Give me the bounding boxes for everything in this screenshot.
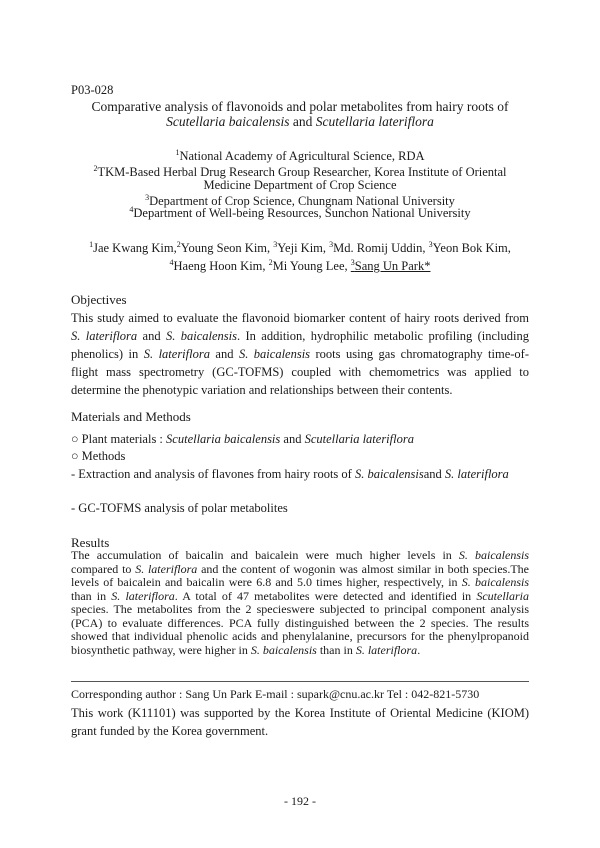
page-number: - 192 - <box>284 794 316 808</box>
results-heading: Results <box>71 535 110 550</box>
paper-title <box>60 99 540 129</box>
corresponding-info: Corresponding author : Sang Un Park E-mail : supark@cnu.ac.kr Tel : 042-821-5730 <box>71 687 480 701</box>
author-line-1: $^1$Jae Kwang Kim,$^2$Young Seon Kim, $^3$Yeji Kim, $^3$Md. Romij Uddin, $^3$Yeon Bok Kim, <box>89 239 511 255</box>
objectives-heading: Objectives <box>71 292 127 307</box>
objectives-text: This study aimed to evaluate the flavonoid biomarker content of hairy roots derived from S. lateriflora and S. baicalensis. In addition, hydrophilic metabolic profiling (including phenolics) in S. lateriflora and S. baicalensis roots using gas chromatography time-of-flight mass spectrometry (GC-TOFMS) coupled with chemometrics was applied to determine the phenotypic variation and relationships between their contents. <box>71 311 529 397</box>
extraction-method: - Extraction and analysis of flavones from hairy roots of S. baicalensisand S. lateriflora <box>71 467 509 481</box>
poster-code: P03-028 <box>71 83 114 97</box>
methods-label: ○ Methods <box>71 449 126 463</box>
plant-materials: ○ Plant materials : Scutellaria baicalensis and Scutellaria lateriflora <box>71 432 414 446</box>
methods-heading: Materials and Methods <box>71 409 191 424</box>
author-list <box>60 239 540 275</box>
footer-divider <box>71 681 529 682</box>
affiliation-1: $^1$National Academy of Agricultural Science, RDA <box>175 147 425 163</box>
affiliation-4: $^4$Department of Well-being Resources, Sunchon National University <box>129 204 471 220</box>
author-line-2: $^4$Haeng Hoon Kim, $^2$Mi Young Lee, $^3$Sang Un Park* <box>169 257 431 273</box>
affiliation-2: $^2$TKM-Based Herbal Drug Research Group Researcher, Korea Institute of Oriental Medicine Department of Crop Science <box>93 163 507 192</box>
results-text: The accumulation of baicalin and baicalein were much higher levels in S. baicalensis compared to S. lateriflora and the content of wogonin was almost similar in both species.The levels of baicalein and baicalin were 6.8 and 5.0 times higher, respectively, in S. baicalensis than in S. lateriflora. A total of 47 metabolites were detected and identified in Scutellaria species. The metabolites from the 2 specieswere subjected to principal component analysis (PCA) to evaluate differences. PCA fully distinguished between the 2 species. The results showed that individual phenolic acids and phenylalanine, precursors for the phenylpropanoid biosynthetic pathway, were higher in S. baicalensis than in S. lateriflora. <box>71 548 529 657</box>
gc-tofms-method: - GC-TOFMS analysis of polar metabolites <box>71 501 288 515</box>
title-line-2: Scutellaria baicalensis and Scutellaria lateriflora <box>166 114 434 129</box>
corresponding-author: $^3$Sang Un Park* <box>350 257 431 273</box>
funding-note: This work (K11101) was supported by the Korea Institute of Oriental Medicine (KIOM) grant funded by the Korea government. <box>71 706 529 738</box>
affiliation-3: $^3$Department of Crop Science, Chungnam National University <box>145 192 455 208</box>
title-line-1: Comparative analysis of flavonoids and polar metabolites from hairy roots of <box>91 99 509 114</box>
